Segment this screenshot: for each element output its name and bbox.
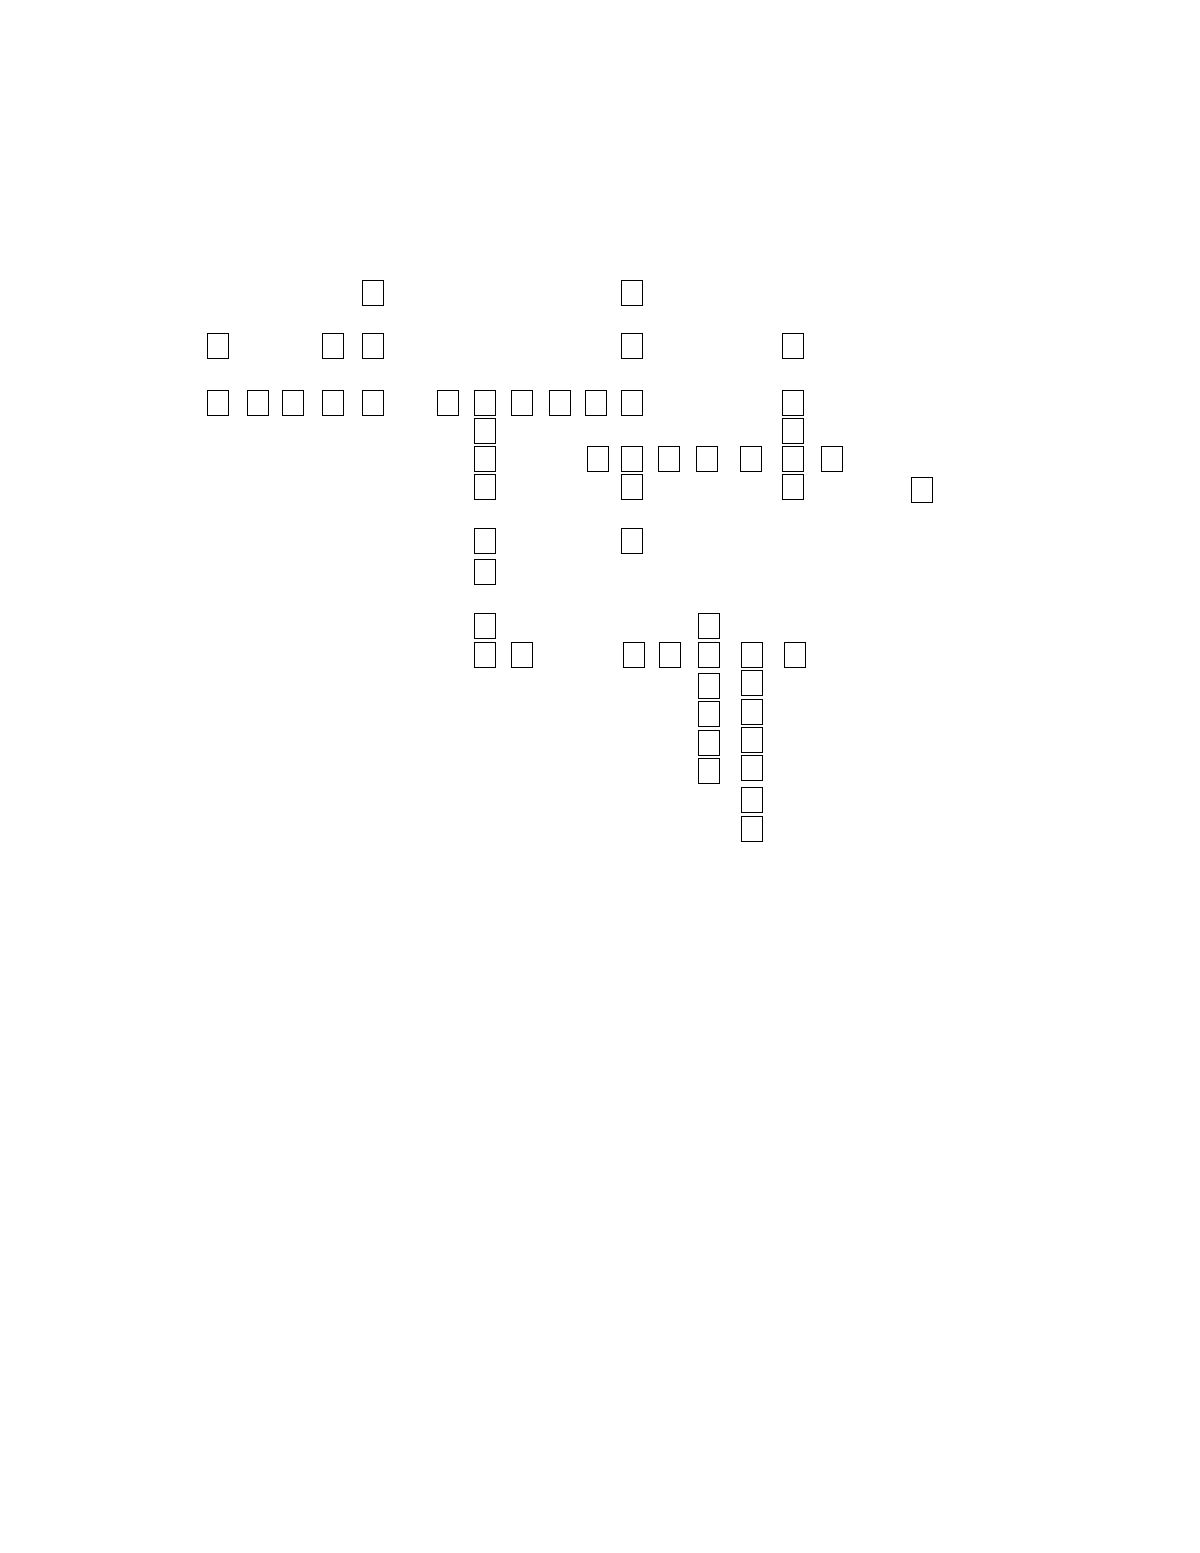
crossword-cell — [207, 446, 229, 472]
crossword-cell-boxed — [698, 673, 720, 699]
crossword-cell-boxed — [696, 446, 718, 472]
crossword-cell-boxed — [782, 418, 804, 444]
crossword-cell — [1037, 446, 1059, 472]
crossword-cell-boxed — [362, 390, 384, 416]
crossword-cell — [322, 559, 344, 585]
crossword-cell — [1076, 446, 1098, 472]
crossword-cell-boxed — [322, 333, 344, 359]
crossword-cell-boxed — [474, 613, 496, 639]
crossword-cell-boxed — [247, 390, 269, 416]
crossword-cell — [929, 446, 951, 472]
crossword-cell-boxed — [741, 699, 763, 725]
crossword-cell-boxed — [474, 642, 496, 668]
crossword-cell-boxed — [741, 787, 763, 813]
crossword-cell — [322, 418, 344, 444]
crossword-cell-boxed — [587, 446, 609, 472]
crossword-cell-boxed — [474, 390, 496, 416]
crossword-cell — [1037, 418, 1059, 444]
crossword-cell-boxed — [362, 333, 384, 359]
crossword-cell — [1001, 446, 1023, 472]
crossword-cell — [398, 390, 420, 416]
crossword-cell-boxed — [821, 446, 843, 472]
crossword-cell-boxed — [741, 755, 763, 781]
crossword-cell — [322, 531, 344, 557]
crossword-cell-boxed — [362, 280, 384, 306]
crossword-cell-boxed — [549, 390, 571, 416]
crossword-cell-boxed — [741, 642, 763, 668]
crossword-cell-boxed — [741, 727, 763, 753]
crossword-cell-boxed — [782, 474, 804, 500]
crossword-cell-boxed — [621, 474, 643, 500]
crossword-cell — [857, 446, 879, 472]
crossword-cell-boxed — [782, 333, 804, 359]
crossword-cell — [1037, 673, 1059, 699]
crossword-cell-boxed — [621, 390, 643, 416]
crossword-cell-boxed — [698, 701, 720, 727]
crossword-cell-boxed — [621, 333, 643, 359]
crossword-cell-boxed — [784, 642, 806, 668]
crossword-cell — [549, 642, 571, 668]
crossword-cell-boxed — [698, 613, 720, 639]
crossword-cell-boxed — [658, 446, 680, 472]
crossword-cell — [207, 418, 229, 444]
crossword-cell — [895, 418, 917, 444]
crossword-cell — [1037, 615, 1059, 641]
crossword-cell — [895, 446, 917, 472]
crossword-cell-boxed — [585, 390, 607, 416]
crossword-cell — [322, 446, 344, 472]
crossword-cell-boxed — [322, 390, 344, 416]
crossword-cell — [967, 446, 989, 472]
crossword-cell — [1037, 477, 1059, 503]
crossword-cell-boxed — [911, 477, 933, 503]
crossword-cell-boxed — [698, 642, 720, 668]
crossword-cell — [1037, 644, 1059, 670]
crossword-cell — [1037, 531, 1059, 557]
crossword-cell-boxed — [741, 670, 763, 696]
crossword-cell-boxed — [782, 390, 804, 416]
crossword-cell-boxed — [698, 758, 720, 784]
crossword-cell-boxed — [659, 642, 681, 668]
crossword-cell-boxed — [474, 528, 496, 554]
crossword-cell-boxed — [782, 446, 804, 472]
crossword-cell-boxed — [474, 446, 496, 472]
crossword-cell-boxed — [511, 390, 533, 416]
crossword-cell-boxed — [474, 559, 496, 585]
crossword-cell — [585, 642, 607, 668]
crossword-cell-boxed — [474, 474, 496, 500]
crossword-cell-boxed — [207, 333, 229, 359]
crossword-cell — [621, 418, 643, 444]
crossword-cell-boxed — [511, 642, 533, 668]
crossword-cell-boxed — [741, 816, 763, 842]
crossword-cell-boxed — [207, 390, 229, 416]
crossword-cell — [1037, 730, 1059, 756]
crossword-cell-boxed — [621, 446, 643, 472]
crossword-cell-boxed — [698, 730, 720, 756]
crossword-cell — [698, 559, 720, 585]
crossword-cell — [1037, 701, 1059, 727]
crossword-cell-boxed — [474, 418, 496, 444]
crossword-cell-boxed — [437, 390, 459, 416]
crossword-cell-boxed — [740, 446, 762, 472]
crossword-cell — [1037, 559, 1059, 585]
crossword-cell-boxed — [621, 528, 643, 554]
crossword-cell-boxed — [282, 390, 304, 416]
crossword-cell — [362, 418, 384, 444]
crossword-cell — [322, 474, 344, 500]
crossword-cell-boxed — [623, 642, 645, 668]
crossword-cell-boxed — [621, 280, 643, 306]
